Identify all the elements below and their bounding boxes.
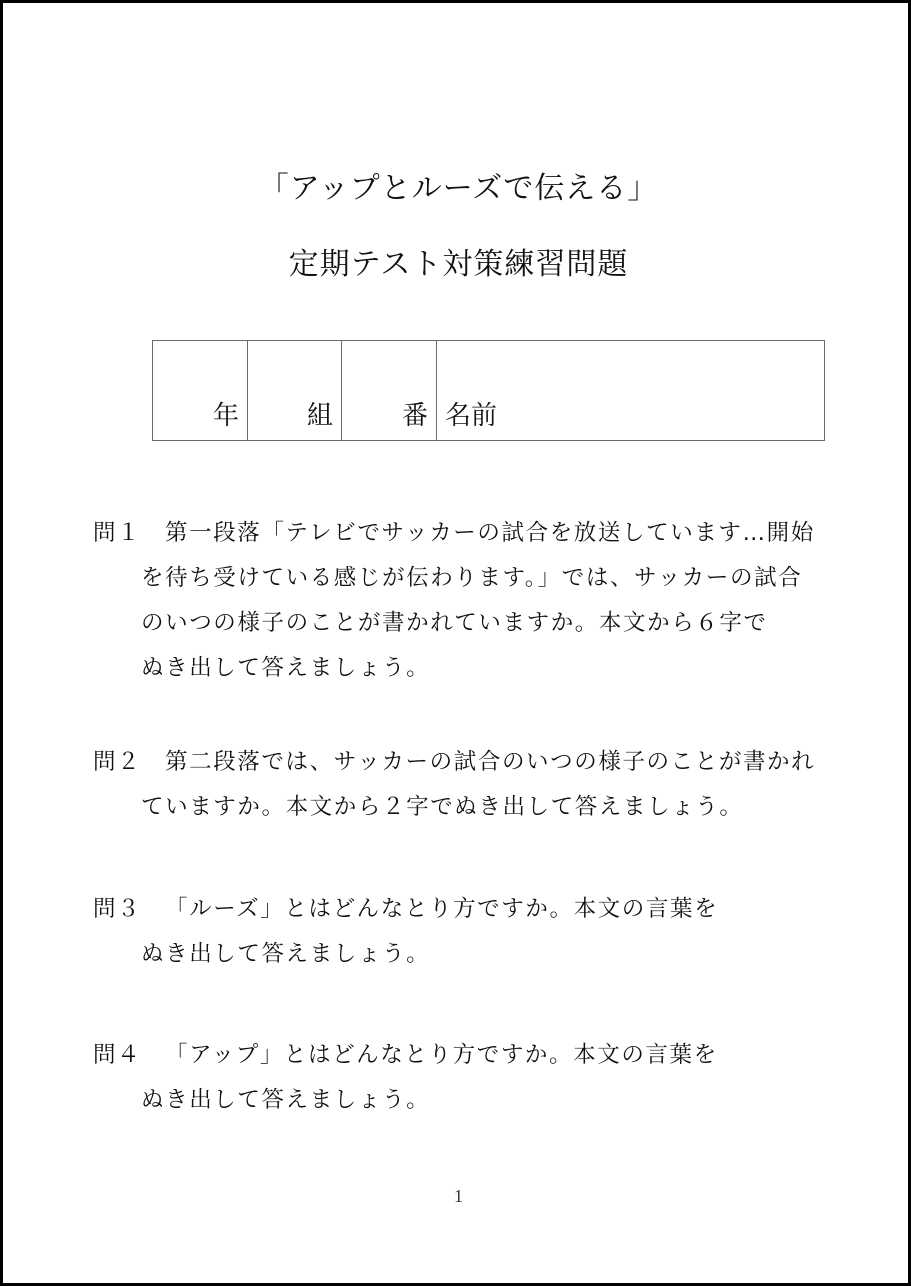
question-line bbox=[93, 740, 833, 785]
student-number-field[interactable] bbox=[342, 341, 437, 441]
question-4 bbox=[93, 1033, 833, 1123]
question-text: のいつの様子のことが書かれていますか。本文から６字で bbox=[141, 610, 768, 636]
name-label: 名前 bbox=[445, 401, 498, 431]
question-text: ぬき出して答えましょう。 bbox=[141, 1087, 431, 1113]
question-text: 「アップ」とはどんなとり方ですか。本文の言葉を bbox=[165, 1042, 718, 1068]
question-text: を待ち受けている感じが伝わります。」では、サッカーの試合 bbox=[141, 565, 803, 591]
question-text: ていますか。本文から２字でぬき出して答えましょう。 bbox=[141, 794, 744, 820]
question-text: ぬき出して答えましょう。 bbox=[141, 655, 431, 681]
name-field[interactable] bbox=[437, 341, 825, 441]
student-info-table bbox=[152, 340, 825, 441]
question-line bbox=[93, 1033, 833, 1078]
worksheet-title: 「アップとルーズで伝える」 bbox=[258, 171, 659, 206]
question-line bbox=[93, 887, 833, 932]
question-text: ぬき出して答えましょう。 bbox=[141, 941, 431, 967]
student-number-label: 番 bbox=[401, 401, 428, 431]
class-label: 組 bbox=[306, 401, 333, 431]
question-line bbox=[93, 511, 833, 556]
question-label: 問３ bbox=[93, 896, 142, 922]
year-field[interactable] bbox=[153, 341, 248, 441]
year-label: 年 bbox=[212, 401, 239, 431]
question-label: 問２ bbox=[93, 749, 142, 775]
question-label: 問１ bbox=[93, 520, 142, 546]
page-number: 1 bbox=[454, 1186, 463, 1206]
question-3 bbox=[93, 887, 833, 977]
question-2 bbox=[93, 740, 833, 830]
question-label: 問４ bbox=[93, 1042, 142, 1068]
class-field[interactable] bbox=[248, 341, 342, 441]
question-text: 「ルーズ」とはどんなとり方ですか。本文の言葉を bbox=[165, 896, 719, 922]
question-text: 第一段落「テレビでサッカーの試合を放送しています…開始 bbox=[165, 520, 815, 546]
question-1 bbox=[93, 511, 833, 691]
worksheet-subtitle: 定期テスト対策練習問題 bbox=[288, 247, 629, 282]
question-text: 第二段落では、サッカーの試合のいつの様子のことが書かれ bbox=[165, 749, 816, 775]
